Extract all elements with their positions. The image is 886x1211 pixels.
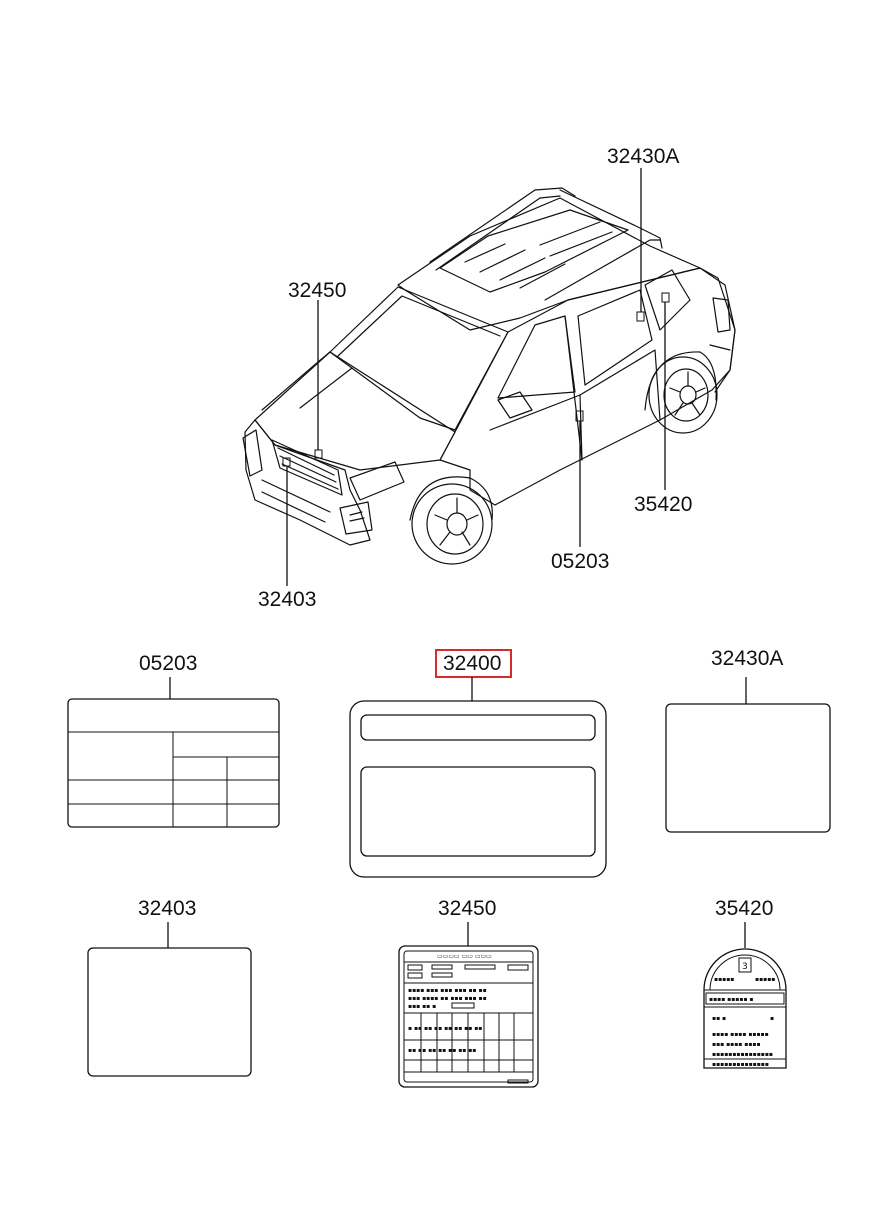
svg-text:▪▪▪▪ ▪▪▪ ▪▪▪ ▪▪▪ ▪▪ ▪▪: ▪▪▪▪ ▪▪▪ ▪▪▪ ▪▪▪ ▪▪ ▪▪: [408, 987, 487, 994]
part-label-05203: 05203: [139, 652, 198, 675]
part-label-35420: 35420: [715, 897, 774, 920]
callout-32403: 32403: [258, 588, 317, 611]
svg-text:▪▪▪▪▪: ▪▪▪▪▪: [755, 976, 776, 983]
svg-text:▭▭▭▭ ▭▭ ▭▭▭: ▭▭▭▭ ▭▭ ▭▭▭: [437, 953, 492, 960]
part-label-32450: 32450: [438, 897, 497, 920]
part-35420[interactable]: [704, 897, 786, 1068]
svg-text:▪▪▪▪ ▪▪▪▪▪ ▪: ▪▪▪▪ ▪▪▪▪▪ ▪: [709, 996, 754, 1003]
part-32430A[interactable]: [666, 647, 830, 832]
svg-text:▪▪ ▪▪ ▪▪ ▪▪ ▪▪ ▪▪ ▪▪: ▪▪ ▪▪ ▪▪ ▪▪ ▪▪ ▪▪ ▪▪: [408, 1047, 477, 1054]
fuel-label-details: [704, 958, 786, 1068]
callout-32430A: 32430A: [607, 145, 680, 168]
part-label-32430A: 32430A: [711, 647, 784, 670]
svg-text:▪▪▪▪ ▪▪▪▪ ▪▪▪▪▪: ▪▪▪▪ ▪▪▪▪ ▪▪▪▪▪: [712, 1031, 769, 1038]
svg-text:▪▪▪ ▪▪▪▪ ▪▪ ▪▪▪ ▪▪▪ ▪▪: ▪▪▪ ▪▪▪▪ ▪▪ ▪▪▪ ▪▪▪ ▪▪: [408, 995, 487, 1002]
svg-text:▪▪▪ ▪▪ ▪: ▪▪▪ ▪▪ ▪: [408, 1003, 437, 1010]
svg-text:▪▪ ▪: ▪▪ ▪: [712, 1015, 727, 1022]
part-32403[interactable]: [88, 897, 251, 1076]
part-05203[interactable]: [68, 652, 279, 827]
svg-text:▪▪▪ ▪▪▪▪ ▪▪▪▪: ▪▪▪ ▪▪▪▪ ▪▪▪▪: [712, 1041, 761, 1048]
callout-32450: 32450: [288, 279, 347, 302]
svg-text:▪▪▪▪▪▪▪▪▪▪▪▪▪▪: ▪▪▪▪▪▪▪▪▪▪▪▪▪▪: [712, 1061, 769, 1068]
svg-text:3: 3: [742, 962, 748, 972]
emission-label-details: [404, 953, 533, 1083]
part-label-32403: 32403: [138, 897, 197, 920]
part-32400[interactable]: [350, 650, 606, 877]
svg-text:▪: ▪: [770, 1015, 775, 1022]
callout-35420: 35420: [634, 493, 693, 516]
part-label-32400: 32400: [443, 652, 502, 675]
svg-text:▪▪▪▪▪: ▪▪▪▪▪: [714, 976, 735, 983]
svg-text:▪▪▪▪▪▪▪▪▪▪▪▪▪▪▪: ▪▪▪▪▪▪▪▪▪▪▪▪▪▪▪: [712, 1051, 773, 1058]
callout-05203: 05203: [551, 550, 610, 573]
part-32450[interactable]: [399, 897, 538, 1087]
svg-text:▪ ▪▪ ▪▪ ▪▪ ▪▪ ▪▪ ▪▪ ▪▪: ▪ ▪▪ ▪▪ ▪▪ ▪▪ ▪▪ ▪▪ ▪▪: [408, 1025, 483, 1032]
